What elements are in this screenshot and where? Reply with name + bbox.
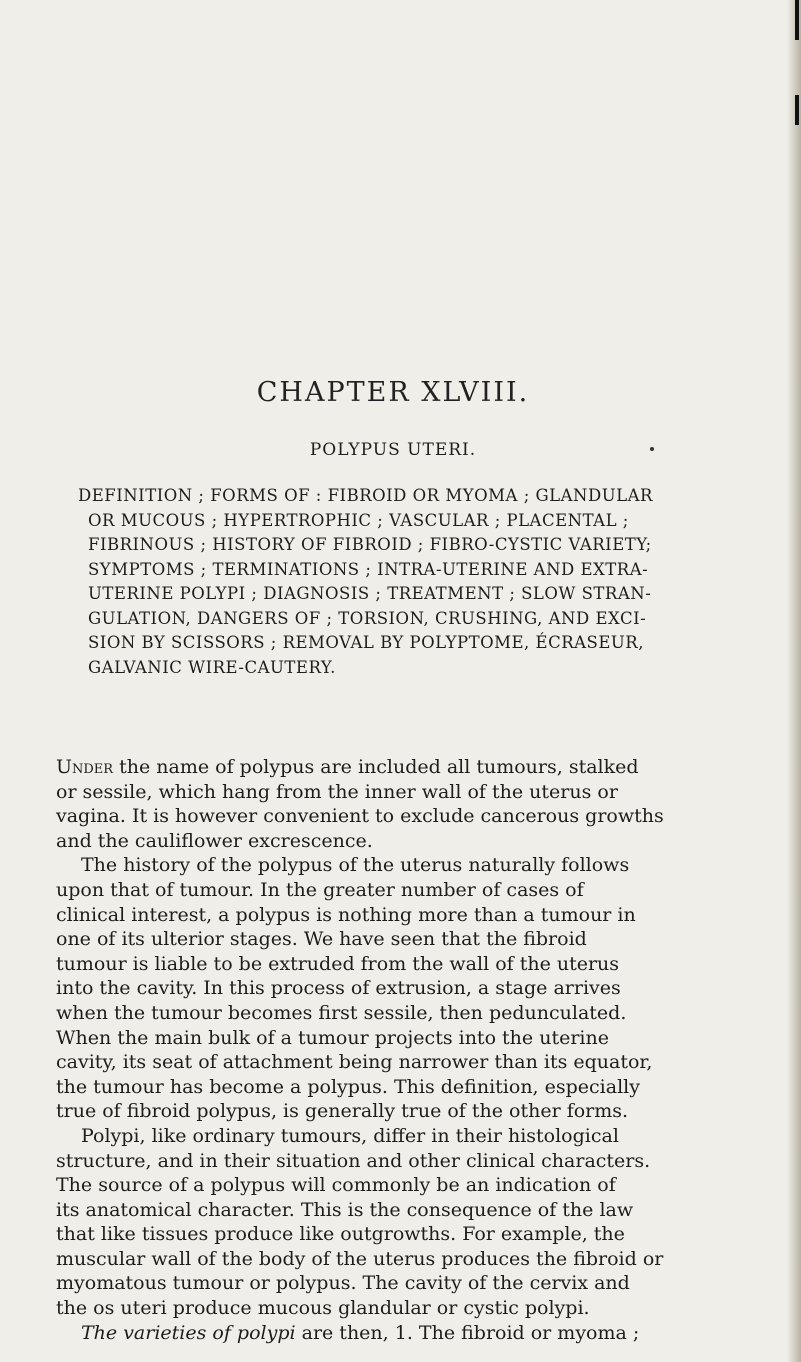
text-line: that like tissues produce like outgrowths. For example, the xyxy=(56,1223,625,1246)
text-line: when the tumour becomes first sessile, then pedunculated. xyxy=(56,1001,627,1024)
text-line: Polypi, like ordinary tumours, differ in their histological xyxy=(81,1124,619,1147)
contents-line: UTERINE POLYPI ; DIAGNOSIS ; TREATMENT ; SLOW STRAN- xyxy=(88,584,652,603)
text-span: are then, 1. The fibroid or myoma ; xyxy=(295,1321,640,1344)
edge-shadow xyxy=(795,95,799,125)
text-line: structure, and in their situation and other clinical characters. xyxy=(56,1149,651,1172)
text-line: vagina. It is however convenient to exclude cancerous growths xyxy=(56,805,664,828)
text-line: tumour is liable to be extruded from the wall of the uterus xyxy=(56,952,620,975)
edge-shadow xyxy=(795,0,799,40)
contents-line: OR MUCOUS ; HYPERTROPHIC ; VASCULAR ; PLACENTAL ; xyxy=(88,510,629,530)
text-line: upon that of tumour. In the greater number of cases of xyxy=(56,878,584,901)
text-line: the tumour has become a polypus. This definition, especially xyxy=(56,1075,640,1098)
text-line xyxy=(56,1321,761,1346)
chapter-contents xyxy=(78,484,748,680)
text-line: When the main bulk of a tumour projects into the uterine xyxy=(56,1026,609,1049)
section-title: POLYPUS UTERI. xyxy=(309,440,477,460)
contents-line: GALVANIC WIRE-CAUTERY. xyxy=(88,657,336,677)
text-line: into the cavity. In this process of extrusion, a stage arrives xyxy=(56,977,621,1000)
text-line: true of fibroid polypus, is generally true of the other forms. xyxy=(56,1100,629,1123)
body-text xyxy=(56,755,761,1345)
stray-dot xyxy=(650,447,654,451)
text-line: The source of a polypus will commonly be an indication of xyxy=(56,1174,616,1197)
text-line: muscular wall of the body of the uterus produces the fibroid or xyxy=(56,1247,664,1270)
text-line: or sessile, which hang from the inner wall of the uterus or xyxy=(56,780,618,803)
text-line: the os uteri produce mucous glandular or cystic polypi. xyxy=(56,1297,590,1320)
text-line: myomatous tumour or polypus. The cavity of the cervix and xyxy=(56,1272,630,1295)
contents-line: DEFINITION ; FORMS OF : FIBROID OR MYOMA ; GLANDULAR xyxy=(78,486,653,505)
text-line: The history of the polypus of the uterus naturally follows xyxy=(81,854,630,877)
chapter-title: CHAPTER XLVIII. xyxy=(256,377,530,408)
contents-line: GULATION, DANGERS OF ; TORSION, CRUSHING, AND EXCI- xyxy=(88,608,647,628)
contents-line: FIBRINOUS ; HISTORY OF FIBROID ; FIBRO-CYSTIC VARIETY; xyxy=(88,535,652,554)
text-line: clinical interest, a polypus is nothing more than a tumour in xyxy=(56,903,636,926)
contents-line: SYMPTOMS ; TERMINATIONS ; INTRA-UTERINE AND EXTRA- xyxy=(88,559,649,579)
page-edge xyxy=(787,0,801,1362)
text-line xyxy=(56,755,761,780)
text-span: the name of polypus are included all tumours, stalked xyxy=(113,756,639,778)
text-line: cavity, its seat of attachment being narrower than its equator, xyxy=(56,1051,653,1074)
opening-word: Under xyxy=(56,756,114,778)
text-line: one of its ulterior stages. We have seen that the fibroid xyxy=(56,928,587,951)
italic-phrase: The varieties of polypi xyxy=(81,1321,296,1344)
text-line: and the cauliflower excrescence. xyxy=(56,829,373,852)
contents-line: SION BY SCISSORS ; REMOVAL BY POLYPTOME, ÉCRASEUR, xyxy=(88,633,644,652)
text-line: its anatomical character. This is the consequence of the law xyxy=(56,1198,634,1221)
